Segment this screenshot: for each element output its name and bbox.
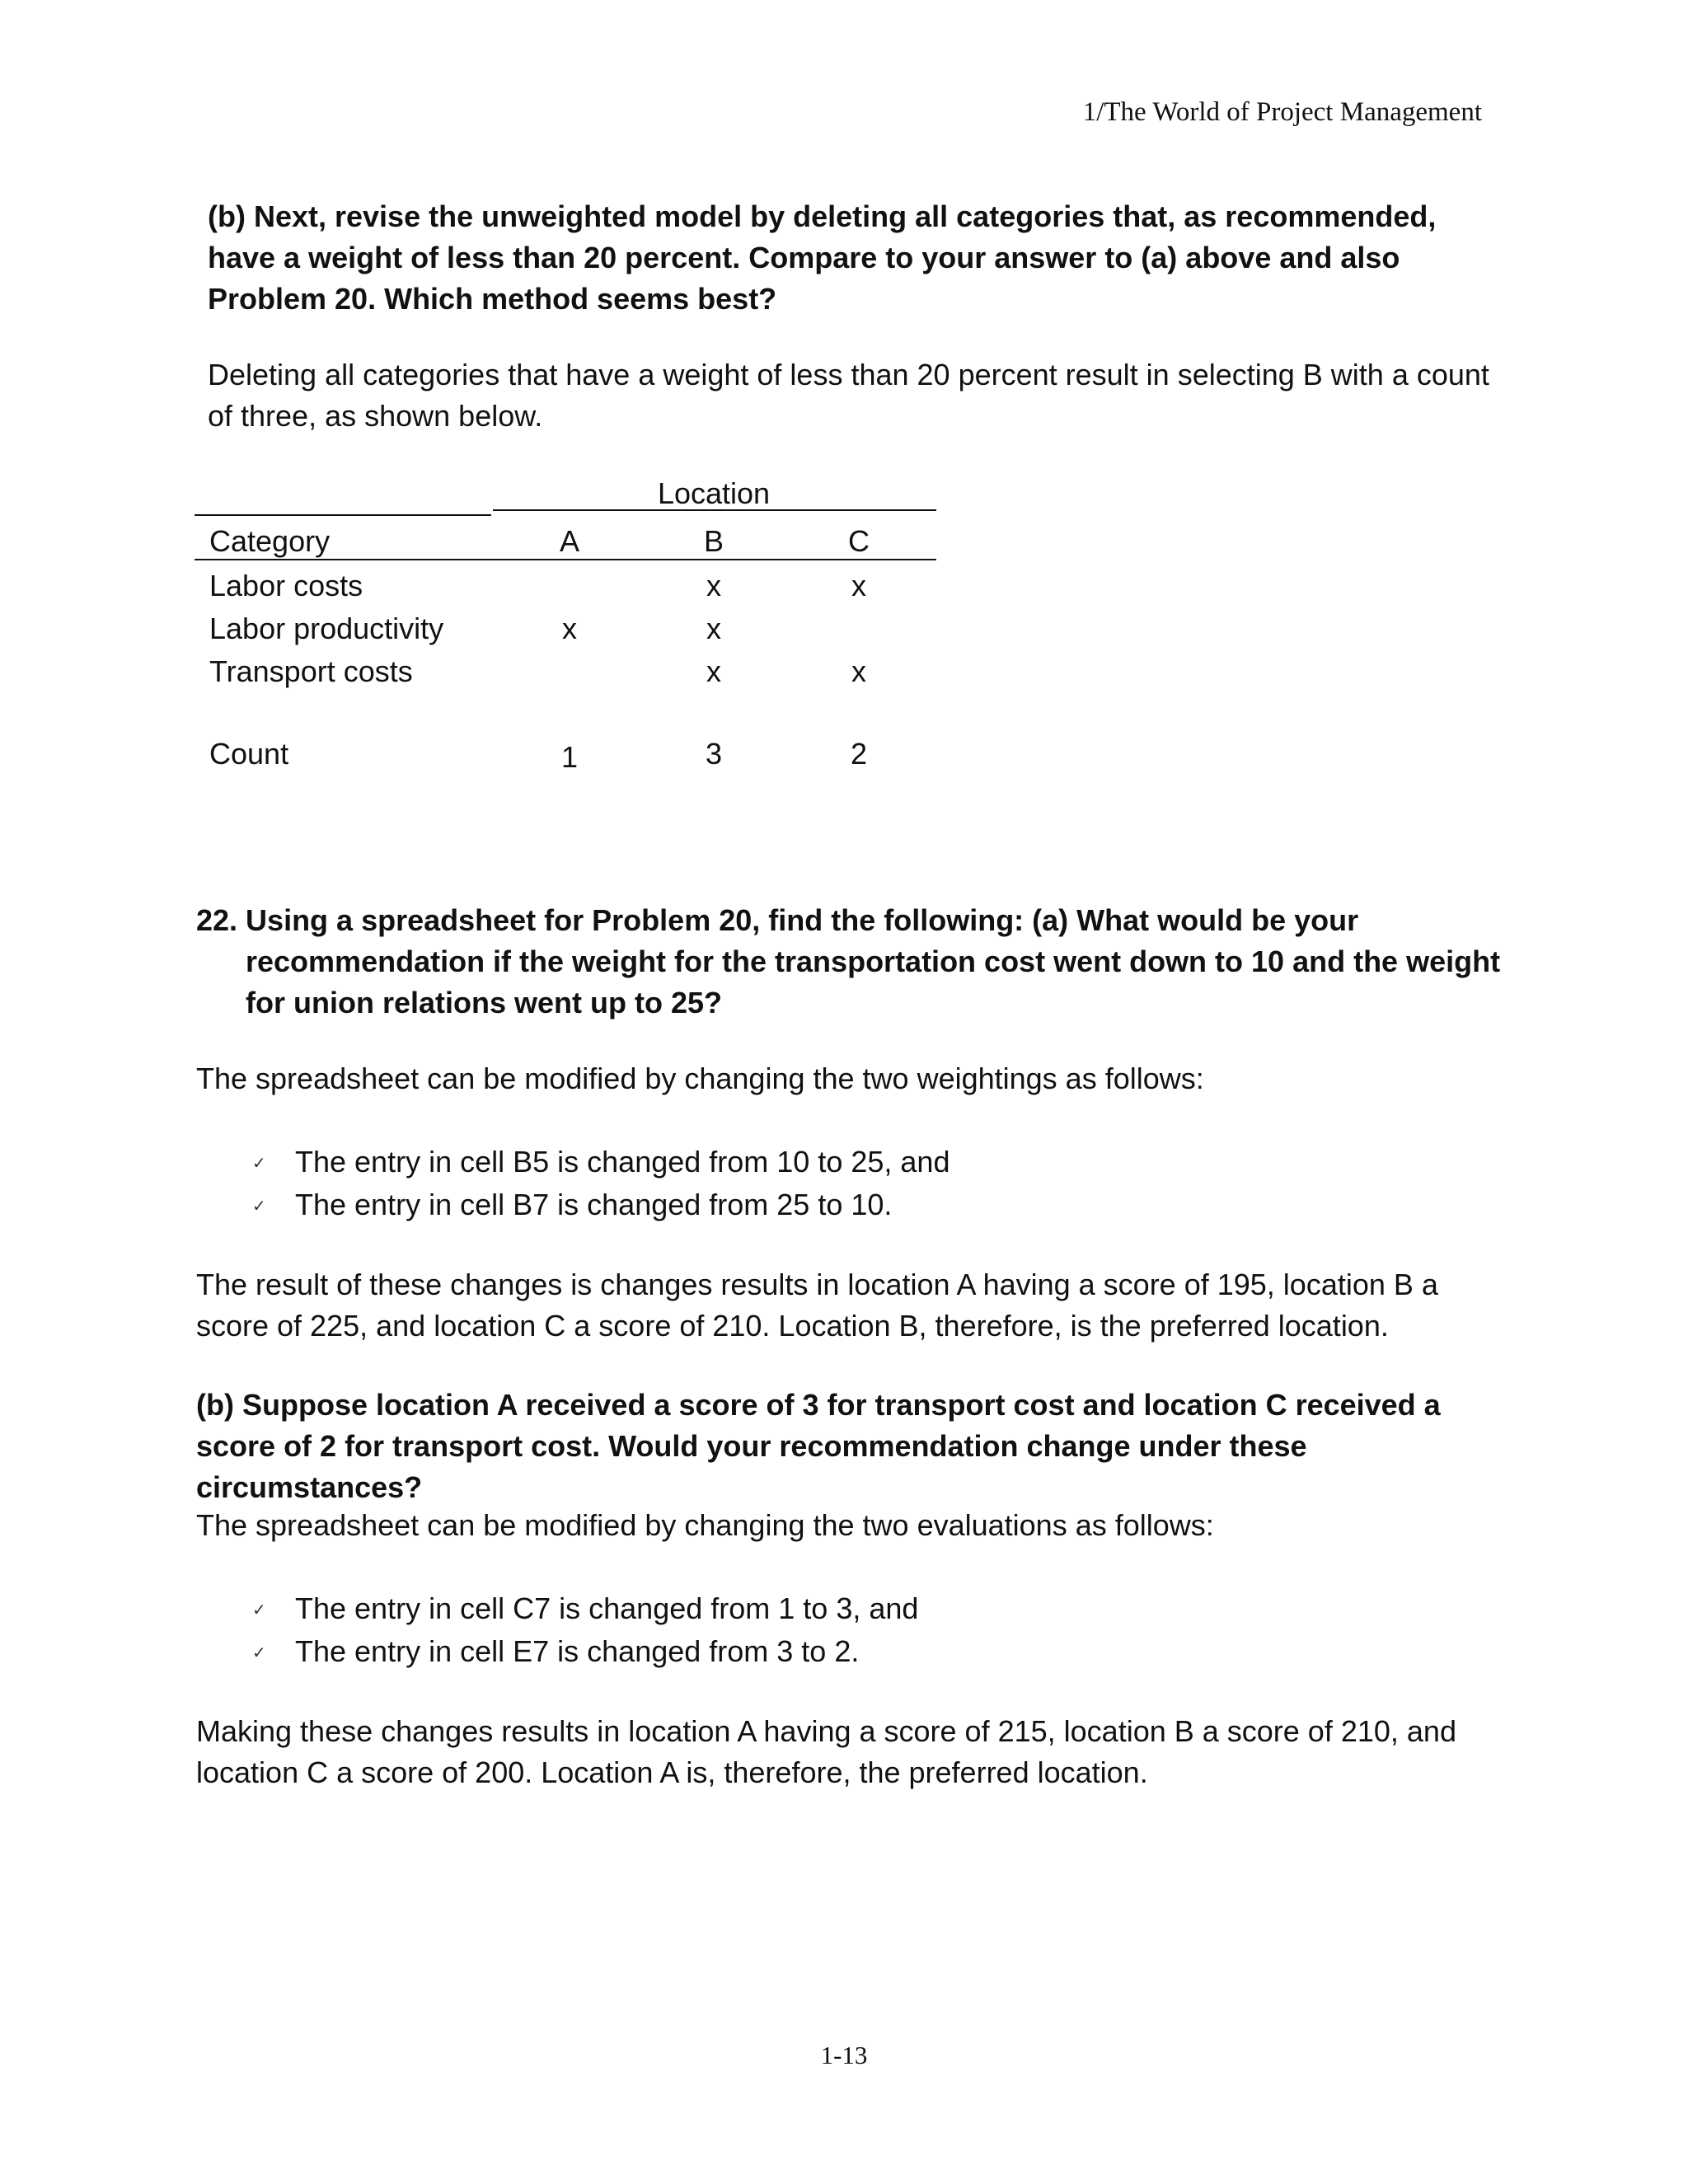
row-category: Transport costs: [209, 654, 413, 688]
check-icon: ✓: [252, 1155, 266, 1173]
q22-bullet-list-b: [239, 1587, 918, 1673]
list-item: [239, 1183, 950, 1226]
q22-bullet-list-a: [239, 1141, 950, 1226]
question-22: 22. Using a spreadsheet for Problem 20, find the following: (a) What would be your recommendation if the weight for the transportation cost went down to 10 and the weight for union relations went up to 25?: [196, 903, 1501, 1019]
table-rule-left: [195, 514, 491, 516]
table-col-header-b: B: [703, 524, 724, 558]
check-icon: ✓: [252, 1644, 266, 1662]
list-item-text: The entry in cell C7 is changed from 1 to 3, and: [295, 1591, 919, 1625]
count-label: Count: [209, 737, 289, 771]
row-cell-c: x: [851, 654, 866, 688]
list-item-text: The entry in cell E7 is changed from 3 to 2.: [295, 1634, 860, 1668]
row-category: Labor costs: [209, 569, 363, 602]
check-icon: ✓: [252, 1601, 266, 1619]
list-item: [239, 1630, 918, 1673]
row-cell-a: x: [562, 612, 577, 645]
q22-result-a: The result of these changes is changes results in location A having a score of 195, location B a score of 225, and location C a score of 210. Location B, therefore, is the preferred location.: [196, 1268, 1438, 1343]
page-number: 1-13: [820, 2041, 868, 2069]
q22-intro-a: The spreadsheet can be modified by changing the two weightings as follows:: [196, 1062, 1204, 1095]
count-b: 3: [705, 737, 723, 771]
list-item-text: The entry in cell B5 is changed from 10 to 25, and: [295, 1145, 950, 1179]
list-item-text: The entry in cell B7 is changed from 25 to 10.: [295, 1188, 893, 1221]
row-cell-b: x: [706, 654, 721, 688]
q22-result-b: Making these changes results in location A having a score of 215, location B a score of 210, and location C a score of 200. Location A is, therefore, the preferred location.: [196, 1714, 1456, 1789]
location-count-table: [195, 478, 936, 783]
running-header: 1/The World of Project Management: [1082, 97, 1482, 127]
table-col-header-c: C: [848, 524, 870, 558]
row-cell-c: x: [851, 569, 866, 602]
list-item: [239, 1587, 918, 1630]
row-category: Labor productivity: [209, 612, 444, 645]
table-group-header: Location: [657, 476, 771, 510]
check-icon: ✓: [252, 1197, 266, 1216]
table-col-header-a: A: [559, 524, 580, 558]
table-category-header: Category: [209, 524, 331, 558]
count-a: 1: [560, 740, 579, 774]
list-item: [239, 1141, 950, 1183]
count-c: 2: [850, 737, 868, 771]
part-b-answer: Deleting all categories that have a weight of less than 20 percent result in selecting B with a count of three, as shown below.: [208, 358, 1489, 433]
q22-question-b: (b) Suppose location A received a score of 3 for transport cost and location C received a score of 2 for transport cost. Would your recommendation change under these circumstances?: [196, 1388, 1441, 1504]
row-cell-b: x: [706, 569, 721, 602]
row-cell-b: x: [706, 612, 721, 645]
part-b-question: (b) Next, revise the unweighted model by deleting all categories that, as recommended, have a weight of less than 20 percent. Compare to your answer to (a) above and also Problem 20. Which method seems best?: [208, 199, 1437, 316]
q22-intro-b: The spreadsheet can be modified by changing the two evaluations as follows:: [196, 1508, 1214, 1542]
table-header-rule: [195, 559, 936, 560]
